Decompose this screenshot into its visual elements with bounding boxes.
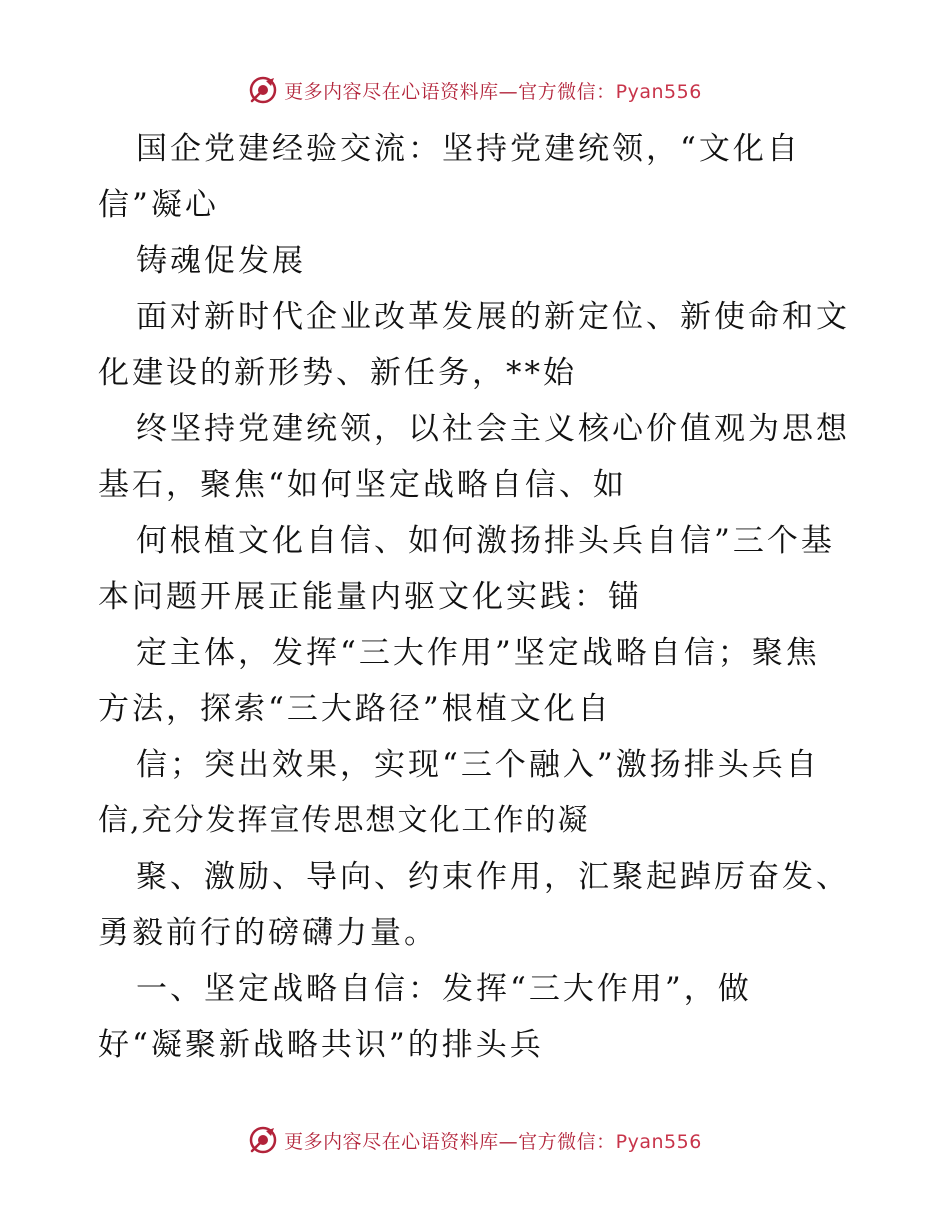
quill-logo-icon [248, 1125, 278, 1155]
subtitle-line: 铸魂促发展 [136, 243, 306, 279]
document-body [98, 121, 858, 1073]
watermark-text: 更多内容尽在心语资料库—官方微信：Pyan556 [284, 80, 702, 103]
paragraph-line: 勇毅前行的磅礴力量。 [98, 915, 438, 951]
paragraph-line: 终坚持党建统领，以社会主义核心价值观为思想 [136, 411, 850, 447]
paragraph-line: 聚、激励、导向、约束作用，汇聚起踔厉奋发、 [136, 859, 850, 895]
paragraph-line: 何根植文化自信、如何激扬排头兵自信”三个基 [136, 523, 835, 559]
paragraph-line: 定主体，发挥“三大作用”坚定战略自信；聚焦 [136, 635, 820, 671]
paragraph-line: 化建设的新形势、新任务，**始 [98, 355, 577, 391]
paragraph-line: 面对新时代企业改革发展的新定位、新使命和文 [136, 299, 850, 335]
quill-logo-icon [248, 75, 278, 105]
watermark-text: 更多内容尽在心语资料库—官方微信：Pyan556 [284, 1130, 702, 1153]
paragraph-line: 基石，聚焦“如何坚定战略自信、如 [98, 467, 627, 503]
title-line: 国企党建经验交流：坚持党建统领，“文化自 [136, 131, 801, 167]
section-heading-line: 一、坚定战略自信：发挥“三大作用”，做 [136, 971, 752, 1007]
paragraph-line: 信；突出效果，实现“三个融入”激扬排头兵自 [136, 747, 820, 783]
paragraph-line: 本问题开展正能量内驱文化实践：锚 [98, 579, 642, 615]
section-heading-line: 好“凝聚新战略共识”的排头兵 [98, 1027, 544, 1063]
header-watermark [0, 70, 950, 110]
paragraph-line: 方法，探索“三大路径”根植文化自 [98, 691, 612, 727]
footer-watermark [0, 1120, 950, 1160]
paragraph-line: 信,充分发挥宣传思想文化工作的凝 [98, 803, 590, 838]
title-line: 信”凝心 [98, 187, 219, 223]
